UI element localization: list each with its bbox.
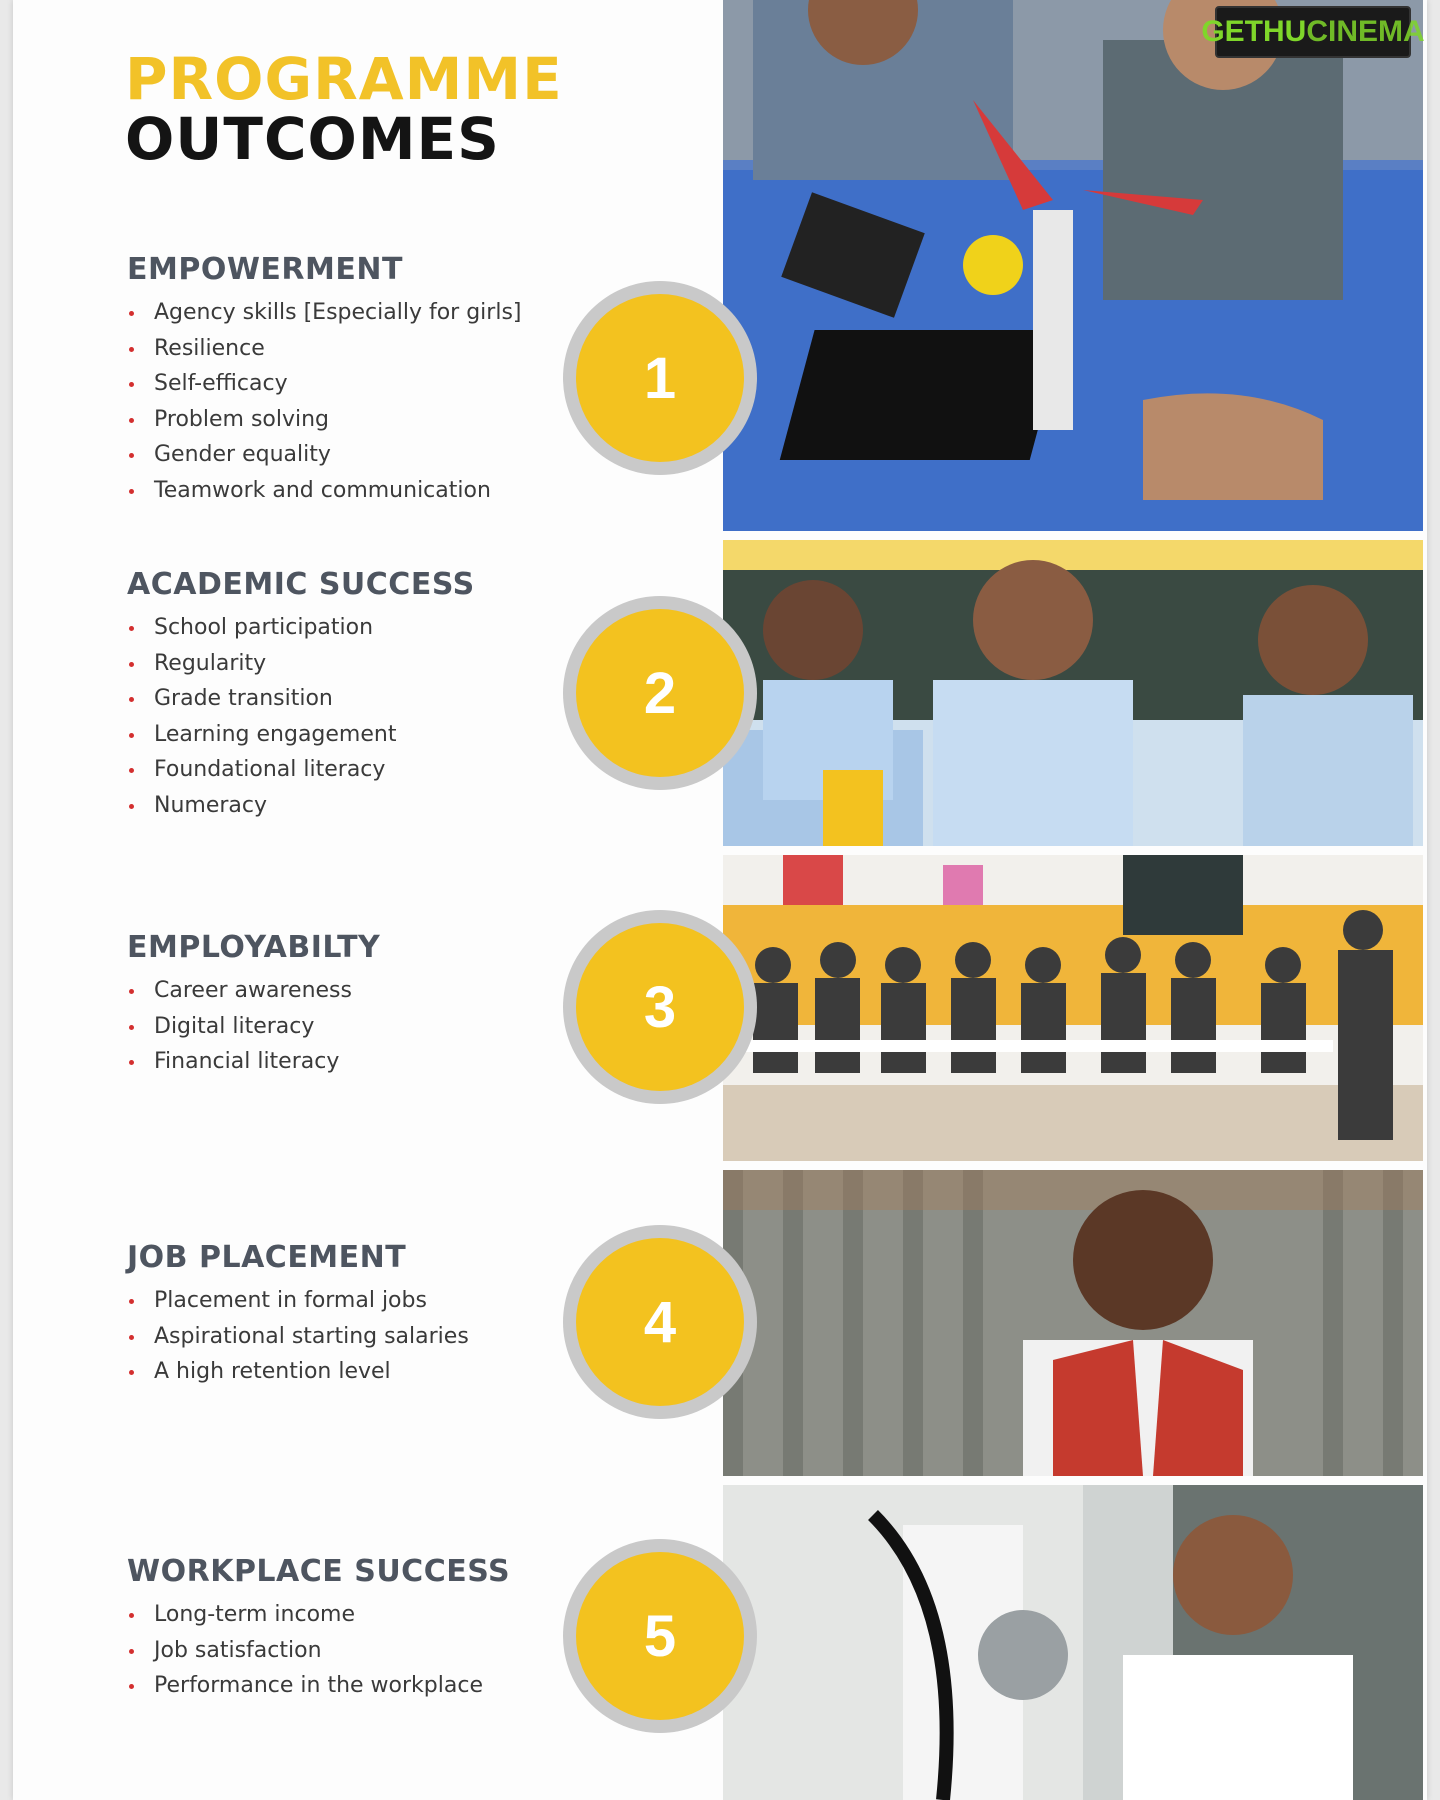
list-item: Aspirational starting salaries	[127, 1319, 469, 1355]
list-item: Numeracy	[127, 788, 475, 824]
watermark-logo	[1201, 6, 1425, 58]
section-heading: EMPOWERMENT	[127, 252, 403, 287]
number-badge-3: 3	[576, 923, 744, 1091]
photo-lab-worker	[723, 1485, 1423, 1800]
outcome-list	[127, 295, 522, 508]
brochure-page	[13, 0, 1427, 1800]
list-item: Resilience	[127, 331, 522, 367]
list-item: School participation	[127, 610, 475, 646]
list-item: Agency skills [Especially for girls]	[127, 295, 522, 331]
section-heading: WORKPLACE SUCCESS	[127, 1554, 511, 1589]
list-item: Digital literacy	[127, 1009, 380, 1045]
list-item: A high retention level	[127, 1354, 469, 1390]
outcome-list	[127, 973, 380, 1080]
number-badge-4: 4	[576, 1238, 744, 1406]
photo-classroom-youth	[723, 855, 1423, 1161]
list-item: Learning engagement	[127, 717, 475, 753]
title-line-outcomes: OUTCOMES	[125, 105, 500, 173]
watermark-text-1: GETHU	[1201, 15, 1307, 48]
number-badge-2: 2	[576, 609, 744, 777]
section-employability	[127, 930, 380, 1080]
list-item: Job satisfaction	[127, 1633, 510, 1669]
outcome-list	[127, 610, 475, 823]
number-badge-1: 1	[576, 294, 744, 462]
list-item: Performance in the workplace	[127, 1668, 510, 1704]
list-item: Self-efficacy	[127, 366, 522, 402]
section-workplace-success	[127, 1554, 510, 1704]
number-badge-5: 5	[576, 1552, 744, 1720]
section-job-placement	[127, 1240, 469, 1390]
section-heading: ACADEMIC SUCCESS	[127, 567, 475, 602]
watermark-text-2: CINEMA	[1306, 15, 1425, 48]
outcome-list	[127, 1597, 510, 1704]
list-item: Financial literacy	[127, 1044, 380, 1080]
title-line-programme: PROGRAMME	[125, 45, 563, 113]
photo-schoolboys	[723, 540, 1423, 846]
section-heading: JOB PLACEMENT	[127, 1240, 407, 1275]
list-item: Problem solving	[127, 402, 522, 438]
list-item: Teamwork and communication	[127, 473, 522, 509]
photo-employee-portrait	[723, 1170, 1423, 1476]
list-item: Gender equality	[127, 437, 522, 473]
section-academic-success	[127, 567, 475, 823]
section-empowerment	[127, 252, 522, 508]
page-title	[125, 45, 563, 173]
list-item: Long-term income	[127, 1597, 510, 1633]
list-item: Regularity	[127, 646, 475, 682]
list-item: Grade transition	[127, 681, 475, 717]
section-heading: EMPLOYABILTY	[127, 930, 381, 965]
photo-students-robotics	[723, 0, 1423, 531]
outcome-list	[127, 1283, 469, 1390]
list-item: Foundational literacy	[127, 752, 475, 788]
list-item: Career awareness	[127, 973, 380, 1009]
list-item: Placement in formal jobs	[127, 1283, 469, 1319]
